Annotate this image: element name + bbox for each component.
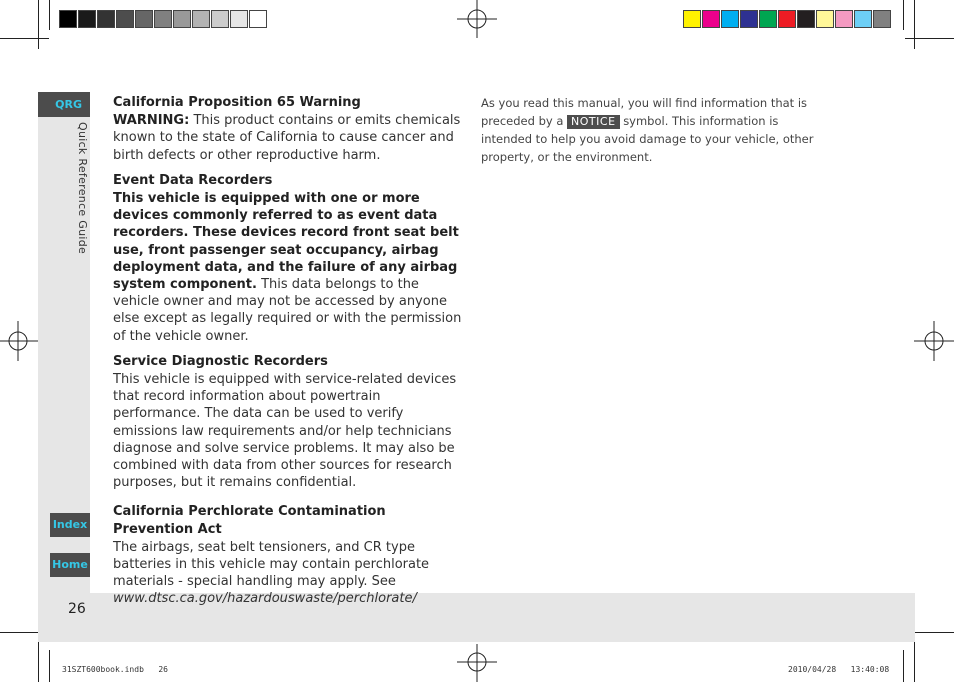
section-body: This vehicle is equipped with service-related devices that record information about powertrain performance. The data can be used to verify emissions law requirements and/or help technicians diagnose and solve service problems. It may also be combined with data from other sources for research purposes, but it remains confidential. [113,372,457,491]
gray-swatch [135,10,153,28]
index-tab[interactable]: Index [50,513,90,537]
slug-filename: 31SZT600book.indb [62,665,144,674]
gray-swatch [78,10,96,28]
gray-swatch [173,10,191,28]
color-swatch [759,10,777,28]
section-heading: California Perchlorate Contamination Prevention Act [113,504,386,537]
section-bold-text: This vehicle is equipped with one or more devices commonly referred to as event data recorders. These devices record front seat belt use, front passenger seat occupancy, airbag deployment data, and the failure of any airbag system component. [113,191,459,293]
section-heading: California Proposition 65 Warning [113,95,361,110]
registration-mark-top [457,0,497,40]
gray-swatch [59,10,77,28]
section-heading: Service Diagnostic Recorders [113,353,328,369]
notice-badge: NOTICE [567,115,619,129]
gray-swatch [116,10,134,28]
section-perchlorate [113,503,463,607]
gray-swatch [97,10,115,28]
color-swatch [816,10,834,28]
registration-mark-bottom [457,642,497,682]
perchlorate-link[interactable]: www.dtsc.ca.gov/hazardouswaste/perchlorate/ [113,591,417,607]
gray-swatch [249,10,267,28]
section-body [113,539,463,608]
slug-time: 13:40:08 [850,665,890,674]
slug-file [62,665,168,674]
section-heading: Event Data Recorders [113,172,273,188]
gray-swatch [230,10,248,28]
warning-label: WARNING: [113,113,190,129]
color-swatch [873,10,891,28]
page-number: 26 [68,601,86,617]
color-swatch [797,10,815,28]
slug-timestamp [788,665,889,674]
registration-mark-left [0,321,40,361]
gray-swatch [192,10,210,28]
registration-mark-right [914,321,954,361]
section-body [113,112,463,164]
home-tab[interactable]: Home [50,553,90,577]
color-swatch [721,10,739,28]
color-swatch [702,10,720,28]
section-text: This product contains or emits chemicals known to the state of California to cause cancer and birth defects or other reproductive harm. [113,113,461,163]
qrg-tab[interactable]: QRG [38,92,90,117]
section-service-diagnostic-recorders [113,353,463,492]
section-text: The airbags, seat belt tensioners, and CR type batteries in this vehicle may contain perchlorate materials - special handling may apply. See [113,539,430,590]
section-event-data-recorders [113,172,463,345]
right-column [481,94,826,166]
notice-intro-text: As you read this manual, you will find information that is preceded by a [481,96,808,128]
color-swatch [835,10,853,28]
notice-explanation-text: symbol. This information is intended to help you avoid damage to your vehicle, other property, or the environment. [481,114,814,164]
slug-page: 26 [158,665,168,674]
gray-swatch [154,10,172,28]
section-body [113,190,463,345]
section-text: This data belongs to the vehicle owner and may not be accessed by anyone else except as legally required or with the permission of the vehicle owner. [113,277,462,344]
color-swatch [778,10,796,28]
gray-swatch [211,10,229,28]
color-swatch [683,10,701,28]
color-swatch [740,10,758,28]
quick-reference-guide-label: Quick Reference Guide [76,122,89,255]
color-swatch [854,10,872,28]
left-column [113,94,463,616]
slug-date: 2010/04/28 [788,665,837,674]
section-prop65 [113,94,463,164]
